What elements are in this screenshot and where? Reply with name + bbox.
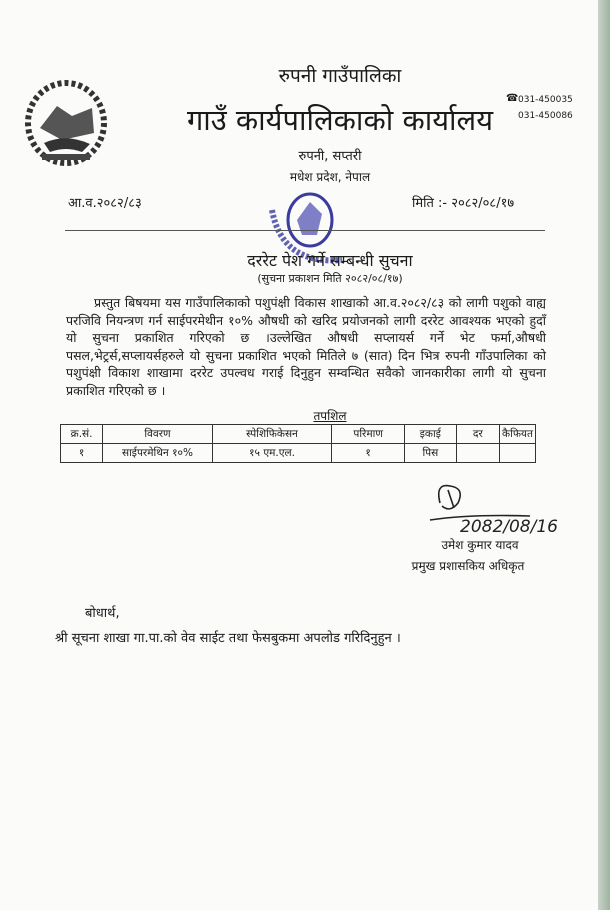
address-line: रुपनी, सप्तरी <box>298 149 362 164</box>
column-header: विवरण <box>103 425 213 444</box>
phone-number: 031-450086 <box>518 111 573 121</box>
address-line: मधेश प्रदेश, नेपाल <box>289 170 371 184</box>
column-header: कैफियत <box>500 425 536 444</box>
table-title: तपशिल <box>313 409 347 423</box>
office-title: गाउँ कार्यपालिकाको कार्यालय <box>186 103 494 137</box>
column-header: इकाई <box>405 425 457 444</box>
column-header: स्पेशिफिकेसन <box>212 425 331 444</box>
details-table <box>60 424 536 463</box>
signature-date: 2082/08/16 <box>460 517 558 537</box>
column-header: दर <box>456 425 499 444</box>
table-row <box>61 444 536 463</box>
nepal-emblem-logo <box>22 78 110 168</box>
table-header-row <box>61 425 536 444</box>
telephone-icon: ☎ <box>506 93 519 104</box>
column-header: परिमाण <box>332 425 405 444</box>
table-cell <box>456 444 499 463</box>
signatory-designation: प्रमुख प्रशासकिय अधिकृत <box>411 559 525 573</box>
column-header: क्र.सं. <box>61 425 103 444</box>
handwritten-signature <box>420 478 558 538</box>
header-divider <box>65 230 545 231</box>
table-cell <box>500 444 536 463</box>
cc-label: बोधार्थ, <box>85 606 120 621</box>
table-cell: साईपरमेथिन १०% <box>103 444 213 463</box>
phone-number: 031-450035 <box>518 95 573 105</box>
notice-subject: दररेट पेश गर्ने सम्बन्धी सुचना <box>247 251 413 270</box>
table-cell: १५ एम.एल. <box>212 444 331 463</box>
municipality-name: रुपनी गाउँपालिका <box>278 65 402 87</box>
fiscal-year-reference: आ.व.२०८२/८३ <box>68 196 142 211</box>
signatory-name: उमेश कुमार यादव <box>441 538 519 552</box>
table-cell: १ <box>61 444 103 463</box>
page-edge <box>598 0 610 910</box>
table-cell: पिस <box>405 444 457 463</box>
notice-body: प्रस्तुत बिषयमा यस गाउँपालिकाको पशुपंक्षी विकास शाखाको आ.व.२०८२/८३ को लागी पशुको वाह्य परजिवि नियन्त्रण गर्न साईपरमेथीन १०% औषधी को खरिद प्रयोजनको लागी दररेट आवश्यक भएको हुदाँ यो सुचना प्रकाशित गरिएको छ ।उल्लेखित औषधी सप्लायर्स गर्ने भेट फर्मा,औषधी पसल,भेट्रर्स,सप्लायर्सहरुले यो सुचना प्रकाशित भएको मितिले ७ (सात) दिन भित्र रुपनी गाँउपालिका को पशुपंक्षी विकाश शाखामा दररेट उपल्वध गराई दिनुहुन सम्वन्धित सवैको जानकारीका लागी यो सुचना प्रकाशित गरिएको छ । <box>66 295 546 398</box>
cc-recipient: श्री सूचना शाखा गा.पा.को वेव साईट तथा फेसबुकमा अपलोड गरिदिनुहुन । <box>55 631 401 646</box>
table-cell: १ <box>332 444 405 463</box>
publication-date: (सुचना प्रकाशन मिति २०८२/०८/१७) <box>257 272 403 285</box>
phone-block <box>506 92 573 124</box>
notice-date: मिति :- २०८२/०८/१७ <box>412 196 515 211</box>
